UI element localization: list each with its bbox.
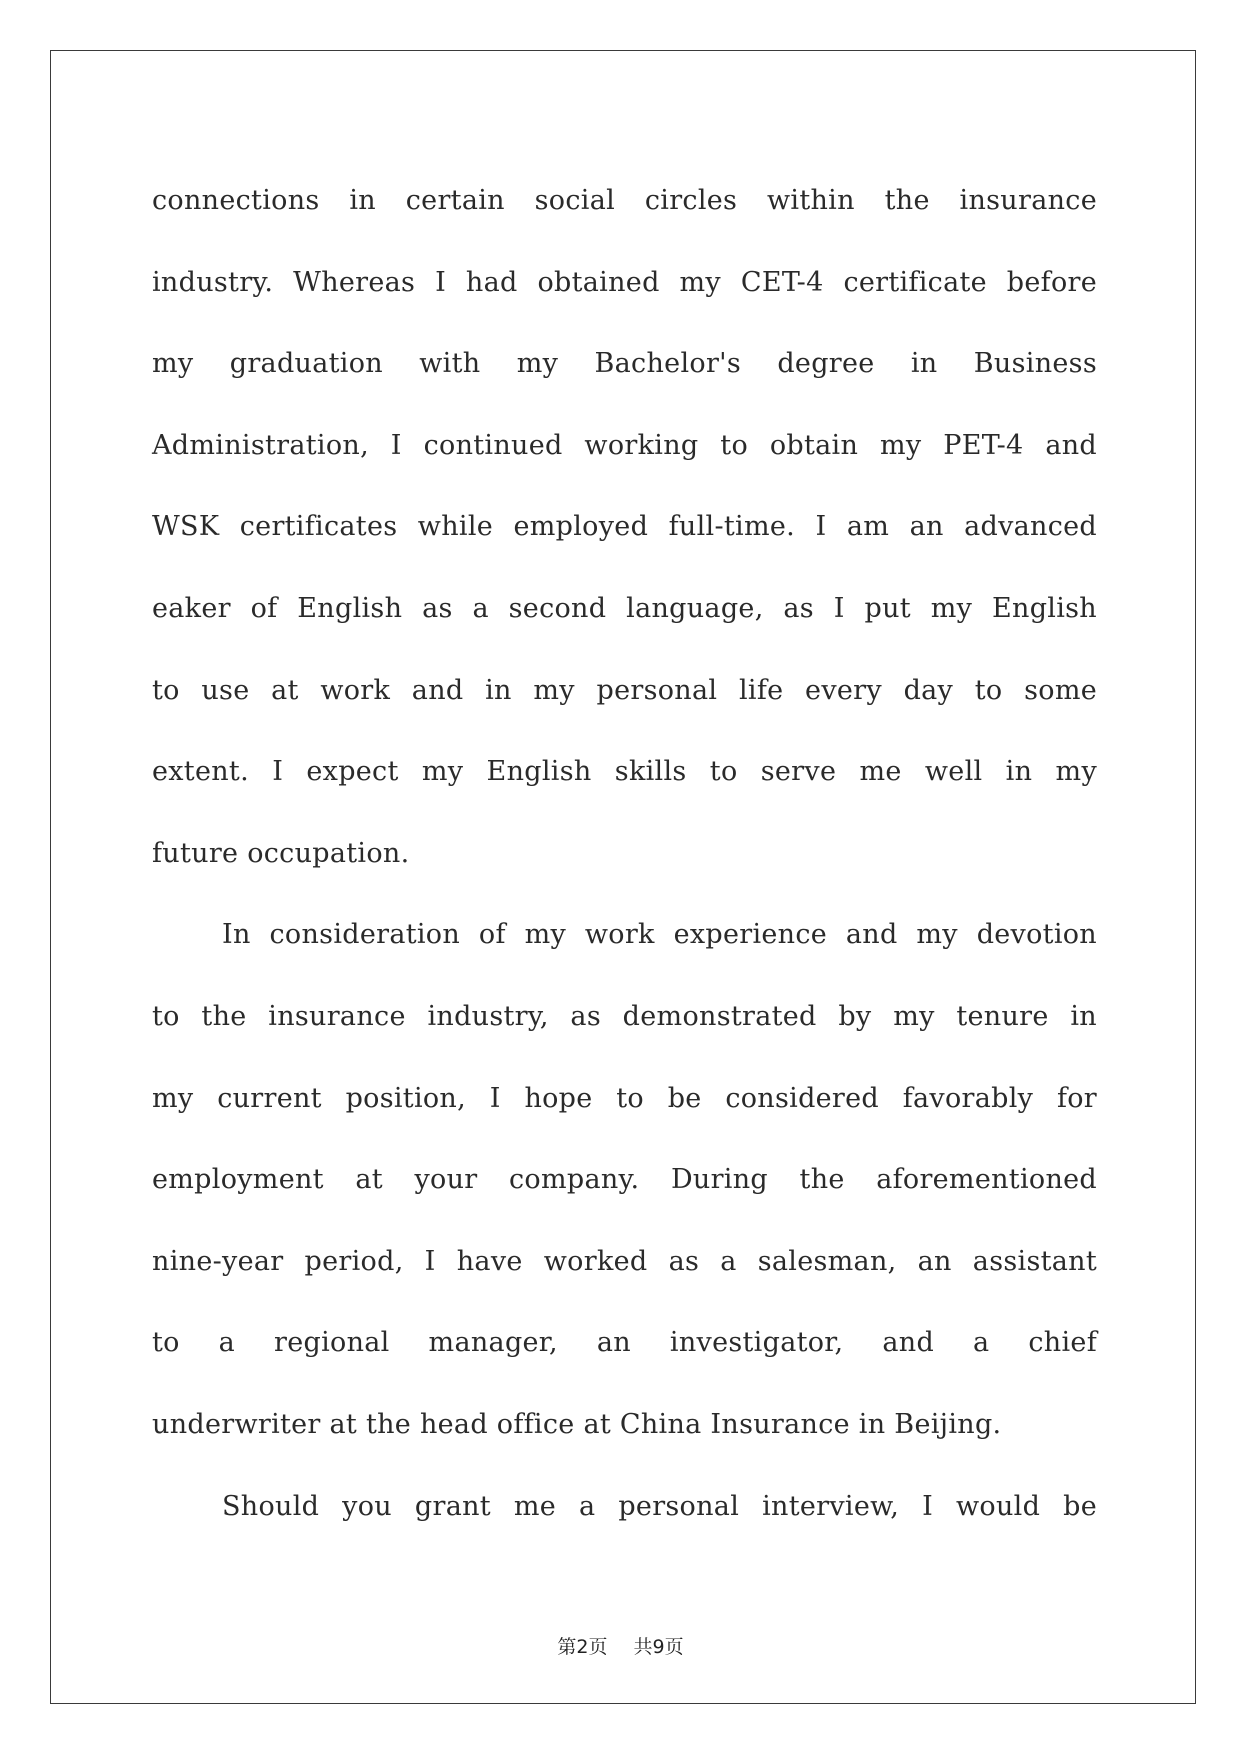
text-line: eaker of English as a second language, as I put my English xyxy=(152,592,1097,624)
text-line-paragraph-start: Should you grant me a personal interview, I would be xyxy=(222,1490,1097,1522)
text-line: nine-year period, I have worked as a salesman, an assistant xyxy=(152,1245,1097,1277)
text-line: industry. Whereas I had obtained my CET-4 certificate before xyxy=(152,266,1097,298)
text-line: my current position, I hope to be considered favorably for xyxy=(152,1082,1097,1114)
text-line-paragraph-end: underwriter at the head office at China Insurance in Beijing. xyxy=(152,1408,1002,1440)
text-line: employment at your company. During the aforementioned xyxy=(152,1164,1097,1196)
text-line: connections in certain social circles within the insurance xyxy=(152,185,1097,216)
page-number: 第2页 xyxy=(557,1636,608,1658)
text-line: my graduation with my Bachelor's degree in Business xyxy=(152,348,1097,380)
text-line: to a regional manager, an investigator, and a chief xyxy=(152,1327,1097,1359)
page-footer xyxy=(0,1632,1241,1659)
text-line: Administration, I continued working to obtain my PET-4 and xyxy=(152,429,1097,461)
document-body xyxy=(152,160,1097,1547)
text-line: to the insurance industry, as demonstrated by my tenure in xyxy=(152,1000,1097,1032)
text-line: to use at work and in my personal life every day to some xyxy=(152,674,1097,706)
text-line: WSK certificates while employed full-time. I am an advanced xyxy=(152,511,1097,543)
text-line: extent. I expect my English skills to serve me well in my xyxy=(152,756,1097,788)
text-line-paragraph-start: In consideration of my work experience and my devotion xyxy=(222,919,1097,951)
text-line-paragraph-end: future occupation. xyxy=(152,837,410,869)
page-total: 共9页 xyxy=(633,1636,684,1658)
